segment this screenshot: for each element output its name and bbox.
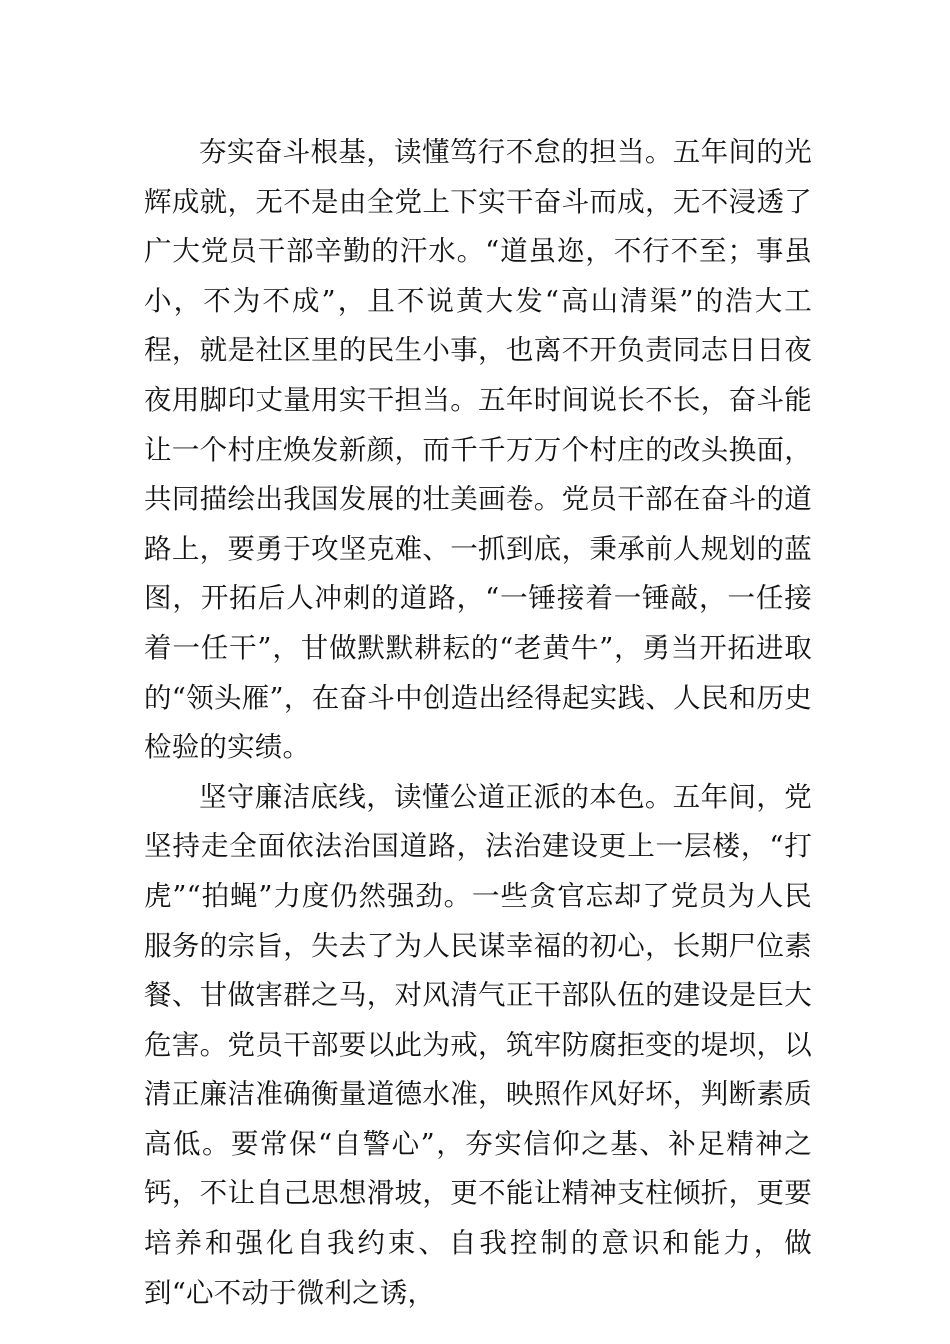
paragraph-struggle: 夯实奋斗根基，读懂笃行不怠的担当。五年间的光辉成就，无不是由全党上下实干奋斗而成，无不浸透了广大党员干部辛勤的汗水。“道虽迩，不行不至；事虽小，不为不成”，且不说黄大发“高山清渠”的浩大工程，就是社区里的民生小事，也离不开负责同志日日夜夜用脚印丈量用实干担当。五年时间说长不长，奋斗能让一个村庄焕发新颜，而千千万万个村庄的改头换面，共同描绘出我国发展的壮美画卷。党员干部在奋斗的道路上，要勇于攻坚克难、一抓到底，秉承前人规划的蓝图，开拓后人冲刺的道路，“一锤接着一锤敲，一任接着一任干”，甘做默默耕耘的“老黄牛”，勇当开拓进取的“领头雁”，在奋斗中创造出经得起实践、人民和历史检验的实绩。	[144, 136, 812, 764]
body-text	[144, 128, 812, 1318]
paragraph-integrity: 坚守廉洁底线，读懂公道正派的本色。五年间，党坚持走全面依法治国道路，法治建设更上一层楼，“打虎”“拍蝇”力度仍然强劲。一些贪官忘却了党员为人民服务的宗旨，失去了为人民谋幸福的初心，长期尸位素餐、甘做害群之马，对风清气正干部队伍的建设是巨大危害。党员干部要以此为戒，筑牢防腐拒变的堤坝，以清正廉洁准确衡量道德水准，映照作风好坏，判断素质高低。要常保“自警心”，夯实信仰之基、补足精神之钙，不让自己思想滑坡，更不能让精神支柱倾折，更要培养和强化自我约束、自我控制的意识和能力，做到“心不动于微利之诱，	[144, 780, 812, 1309]
